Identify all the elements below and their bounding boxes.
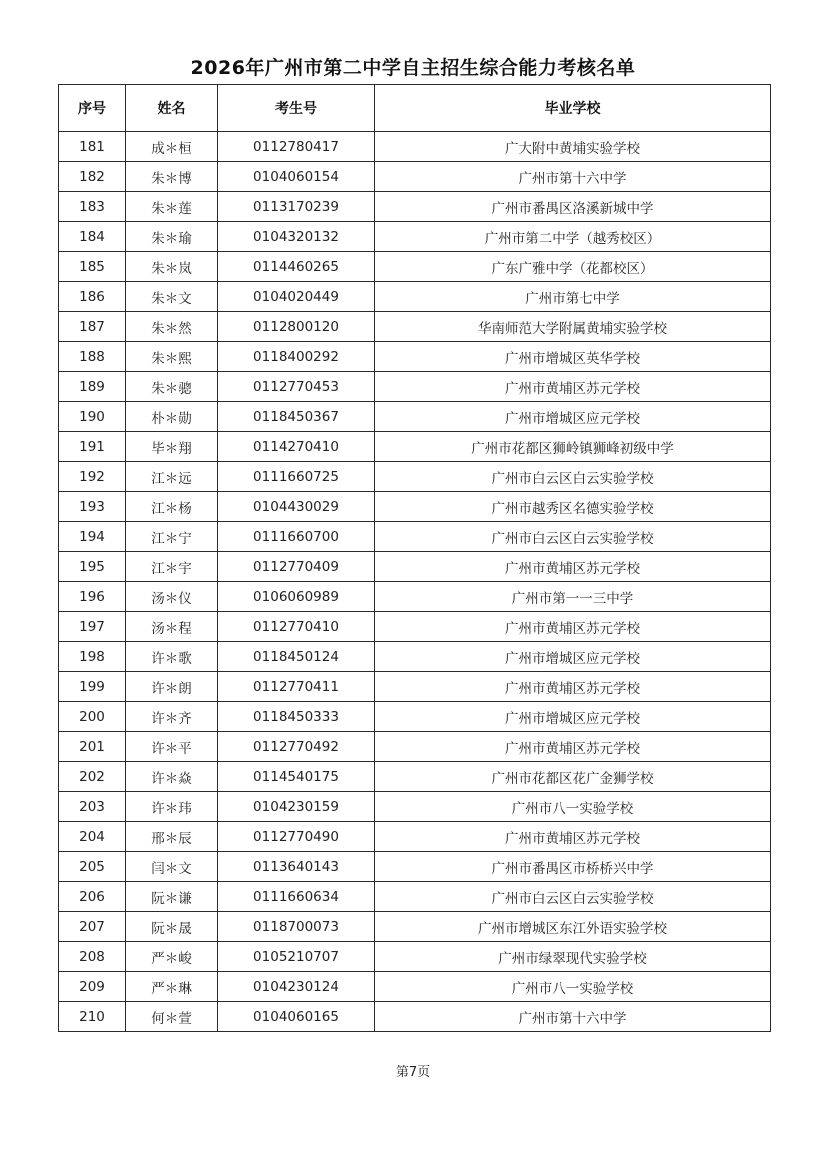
- cell-name: 朱＊岚: [126, 252, 218, 282]
- header-name: 姓名: [126, 85, 218, 132]
- cell-graduation-school: 广州市增城区英华学校: [375, 342, 771, 372]
- cell-name: 许＊平: [126, 732, 218, 762]
- cell-name: 朱＊熙: [126, 342, 218, 372]
- table-row: [59, 522, 771, 552]
- table-header-row: [59, 85, 771, 132]
- cell-serial-number: 200: [59, 702, 126, 732]
- table-row: [59, 612, 771, 642]
- cell-name: 许＊焱: [126, 762, 218, 792]
- table-row: [59, 912, 771, 942]
- cell-graduation-school: 广州市增城区应元学校: [375, 702, 771, 732]
- cell-candidate-number: 0104230159: [218, 792, 375, 822]
- cell-serial-number: 208: [59, 942, 126, 972]
- cell-name: 朱＊文: [126, 282, 218, 312]
- cell-graduation-school: 广州市第十六中学: [375, 1002, 771, 1032]
- cell-candidate-number: 0118400292: [218, 342, 375, 372]
- cell-candidate-number: 0114540175: [218, 762, 375, 792]
- cell-candidate-number: 0114270410: [218, 432, 375, 462]
- cell-serial-number: 205: [59, 852, 126, 882]
- table-row: [59, 852, 771, 882]
- table-row: [59, 792, 771, 822]
- table-row: [59, 312, 771, 342]
- table-row: [59, 462, 771, 492]
- table-row: [59, 642, 771, 672]
- cell-name: 江＊宇: [126, 552, 218, 582]
- cell-candidate-number: 0104020449: [218, 282, 375, 312]
- cell-graduation-school: 广州市黄埔区苏元学校: [375, 372, 771, 402]
- cell-serial-number: 202: [59, 762, 126, 792]
- cell-graduation-school: 广州市黄埔区苏元学校: [375, 732, 771, 762]
- table-row: [59, 402, 771, 432]
- table-row: [59, 762, 771, 792]
- table-row: [59, 942, 771, 972]
- cell-name: 成＊桓: [126, 132, 218, 162]
- cell-candidate-number: 0112770409: [218, 552, 375, 582]
- cell-candidate-number: 0104230124: [218, 972, 375, 1002]
- cell-serial-number: 210: [59, 1002, 126, 1032]
- cell-graduation-school: 广州市第二中学（越秀校区）: [375, 222, 771, 252]
- table-row: [59, 702, 771, 732]
- candidate-table: [58, 84, 771, 1032]
- cell-candidate-number: 0112770492: [218, 732, 375, 762]
- cell-name: 朱＊骢: [126, 372, 218, 402]
- table-row: [59, 162, 771, 192]
- cell-graduation-school: 广州市白云区白云实验学校: [375, 462, 771, 492]
- header-graduation-school: 毕业学校: [375, 85, 771, 132]
- cell-name: 江＊远: [126, 462, 218, 492]
- table-row: [59, 972, 771, 1002]
- cell-serial-number: 201: [59, 732, 126, 762]
- cell-graduation-school: 广州市越秀区名德实验学校: [375, 492, 771, 522]
- cell-name: 朴＊勋: [126, 402, 218, 432]
- table-row: [59, 822, 771, 852]
- cell-candidate-number: 0104320132: [218, 222, 375, 252]
- cell-serial-number: 187: [59, 312, 126, 342]
- cell-graduation-school: 华南师范大学附属黄埔实验学校: [375, 312, 771, 342]
- table-row: [59, 192, 771, 222]
- cell-serial-number: 195: [59, 552, 126, 582]
- table-body: [59, 132, 771, 1032]
- cell-candidate-number: 0112800120: [218, 312, 375, 342]
- cell-name: 何＊萱: [126, 1002, 218, 1032]
- cell-serial-number: 206: [59, 882, 126, 912]
- cell-candidate-number: 0113170239: [218, 192, 375, 222]
- cell-graduation-school: 广州市黄埔区苏元学校: [375, 552, 771, 582]
- cell-graduation-school: 广州市第一一三中学: [375, 582, 771, 612]
- document-title: 2026年广州市第二中学自主招生综合能力考核名单: [190, 57, 636, 79]
- cell-serial-number: 189: [59, 372, 126, 402]
- table-row: [59, 552, 771, 582]
- cell-serial-number: 183: [59, 192, 126, 222]
- cell-graduation-school: 广州市增城区东江外语实验学校: [375, 912, 771, 942]
- cell-serial-number: 184: [59, 222, 126, 252]
- cell-graduation-school: 广州市黄埔区苏元学校: [375, 822, 771, 852]
- cell-candidate-number: 0104060154: [218, 162, 375, 192]
- cell-graduation-school: 广州市花都区狮岭镇狮峰初级中学: [375, 432, 771, 462]
- cell-graduation-school: 广州市增城区应元学校: [375, 402, 771, 432]
- cell-serial-number: 194: [59, 522, 126, 552]
- cell-graduation-school: 广大附中黄埔实验学校: [375, 132, 771, 162]
- cell-candidate-number: 0112770411: [218, 672, 375, 702]
- cell-graduation-school: 广州市番禺区市桥桥兴中学: [375, 852, 771, 882]
- cell-serial-number: 209: [59, 972, 126, 1002]
- cell-serial-number: 181: [59, 132, 126, 162]
- cell-serial-number: 197: [59, 612, 126, 642]
- cell-candidate-number: 0105210707: [218, 942, 375, 972]
- cell-graduation-school: 广州市八一实验学校: [375, 972, 771, 1002]
- cell-name: 阮＊晟: [126, 912, 218, 942]
- cell-candidate-number: 0111660634: [218, 882, 375, 912]
- header-serial-number: 序号: [59, 85, 126, 132]
- cell-graduation-school: 广州市白云区白云实验学校: [375, 882, 771, 912]
- cell-serial-number: 196: [59, 582, 126, 612]
- cell-candidate-number: 0112770490: [218, 822, 375, 852]
- table-row: [59, 1002, 771, 1032]
- cell-graduation-school: 广东广雅中学（花都校区）: [375, 252, 771, 282]
- cell-serial-number: 190: [59, 402, 126, 432]
- header-candidate-number: 考生号: [218, 85, 375, 132]
- cell-candidate-number: 0112780417: [218, 132, 375, 162]
- cell-name: 许＊歌: [126, 642, 218, 672]
- cell-name: 阮＊谦: [126, 882, 218, 912]
- cell-candidate-number: 0104060165: [218, 1002, 375, 1032]
- cell-graduation-school: 广州市白云区白云实验学校: [375, 522, 771, 552]
- table-row: [59, 132, 771, 162]
- cell-candidate-number: 0114460265: [218, 252, 375, 282]
- cell-candidate-number: 0111660700: [218, 522, 375, 552]
- table-row: [59, 732, 771, 762]
- cell-name: 严＊琳: [126, 972, 218, 1002]
- page-number: 第7页: [395, 1065, 431, 1080]
- cell-candidate-number: 0118450367: [218, 402, 375, 432]
- cell-serial-number: 199: [59, 672, 126, 702]
- cell-graduation-school: 广州市八一实验学校: [375, 792, 771, 822]
- cell-candidate-number: 0104430029: [218, 492, 375, 522]
- cell-serial-number: 186: [59, 282, 126, 312]
- cell-graduation-school: 广州市第七中学: [375, 282, 771, 312]
- table-row: [59, 222, 771, 252]
- cell-name: 朱＊然: [126, 312, 218, 342]
- cell-candidate-number: 0113640143: [218, 852, 375, 882]
- cell-serial-number: 203: [59, 792, 126, 822]
- cell-name: 江＊宁: [126, 522, 218, 552]
- table-row: [59, 882, 771, 912]
- cell-graduation-school: 广州市花都区花广金狮学校: [375, 762, 771, 792]
- cell-candidate-number: 0112770410: [218, 612, 375, 642]
- table-row: [59, 582, 771, 612]
- cell-name: 朱＊莲: [126, 192, 218, 222]
- table-row: [59, 372, 771, 402]
- cell-name: 严＊峻: [126, 942, 218, 972]
- table-row: [59, 432, 771, 462]
- cell-serial-number: 193: [59, 492, 126, 522]
- cell-serial-number: 207: [59, 912, 126, 942]
- table-row: [59, 492, 771, 522]
- cell-serial-number: 204: [59, 822, 126, 852]
- cell-candidate-number: 0118450333: [218, 702, 375, 732]
- cell-graduation-school: 广州市黄埔区苏元学校: [375, 612, 771, 642]
- cell-candidate-number: 0106060989: [218, 582, 375, 612]
- cell-name: 江＊杨: [126, 492, 218, 522]
- cell-name: 毕＊翔: [126, 432, 218, 462]
- cell-name: 汤＊程: [126, 612, 218, 642]
- cell-name: 朱＊瑜: [126, 222, 218, 252]
- cell-serial-number: 182: [59, 162, 126, 192]
- cell-name: 邢＊辰: [126, 822, 218, 852]
- cell-graduation-school: 广州市番禺区洛溪新城中学: [375, 192, 771, 222]
- cell-candidate-number: 0111660725: [218, 462, 375, 492]
- cell-name: 闫＊文: [126, 852, 218, 882]
- cell-graduation-school: 广州市绿翠现代实验学校: [375, 942, 771, 972]
- cell-name: 许＊齐: [126, 702, 218, 732]
- table-row: [59, 672, 771, 702]
- table-row: [59, 342, 771, 372]
- cell-name: 朱＊博: [126, 162, 218, 192]
- cell-candidate-number: 0112770453: [218, 372, 375, 402]
- table-row: [59, 282, 771, 312]
- cell-name: 许＊玮: [126, 792, 218, 822]
- cell-candidate-number: 0118700073: [218, 912, 375, 942]
- cell-serial-number: 198: [59, 642, 126, 672]
- cell-serial-number: 192: [59, 462, 126, 492]
- cell-graduation-school: 广州市第十六中学: [375, 162, 771, 192]
- cell-graduation-school: 广州市黄埔区苏元学校: [375, 672, 771, 702]
- cell-candidate-number: 0118450124: [218, 642, 375, 672]
- cell-serial-number: 191: [59, 432, 126, 462]
- cell-name: 许＊朗: [126, 672, 218, 702]
- cell-serial-number: 188: [59, 342, 126, 372]
- cell-name: 汤＊仪: [126, 582, 218, 612]
- table-row: [59, 252, 771, 282]
- cell-serial-number: 185: [59, 252, 126, 282]
- cell-graduation-school: 广州市增城区应元学校: [375, 642, 771, 672]
